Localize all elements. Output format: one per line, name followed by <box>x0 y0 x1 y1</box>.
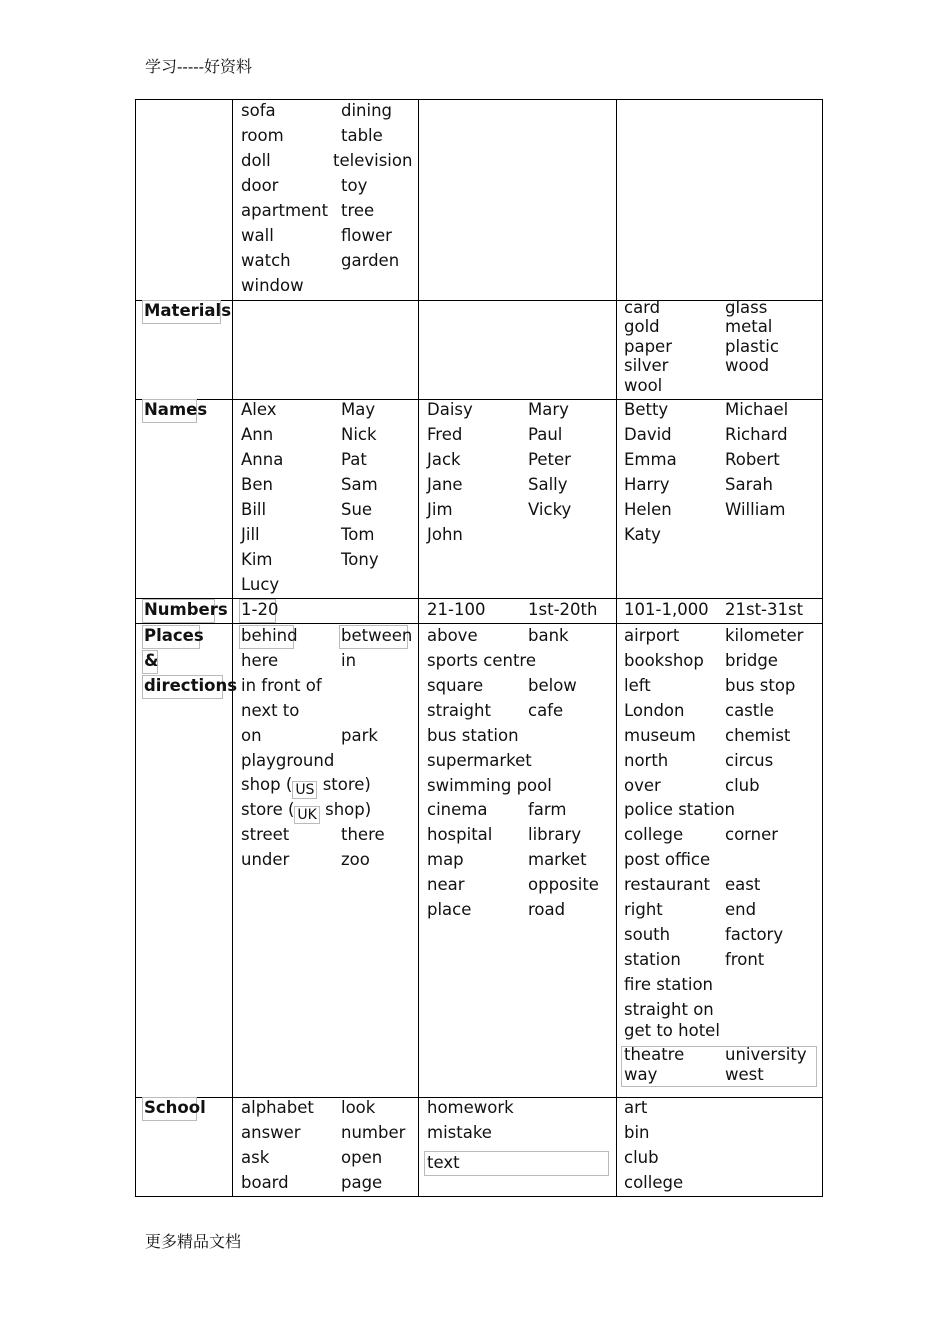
word: castle <box>725 701 774 720</box>
word: below <box>528 676 577 695</box>
word: Nick <box>341 425 377 444</box>
word: front <box>725 950 765 969</box>
word: right <box>624 900 663 919</box>
word: Sue <box>341 500 373 519</box>
word: west <box>725 1065 764 1084</box>
word: Sam <box>341 475 378 494</box>
word: college <box>624 825 684 844</box>
word: wood <box>725 356 770 375</box>
word: Ann <box>241 425 274 444</box>
word: bin <box>624 1123 650 1142</box>
word: bank <box>528 626 569 645</box>
word: on <box>241 726 262 745</box>
word: Emma <box>624 450 677 469</box>
word: between <box>341 626 413 645</box>
word: corner <box>725 825 779 844</box>
word: bookshop <box>624 651 704 670</box>
word: mistake <box>427 1123 492 1142</box>
word: Harry <box>624 475 670 494</box>
word: north <box>624 751 669 770</box>
word: road <box>528 900 566 919</box>
category-school: School <box>144 1098 206 1117</box>
word: post office <box>624 850 711 869</box>
category-directions: directions <box>144 676 238 695</box>
word: next to <box>241 701 300 720</box>
word: Tony <box>341 550 379 569</box>
word: bus station <box>427 726 519 745</box>
word: east <box>725 875 761 894</box>
word: police station <box>624 800 735 819</box>
word: silver <box>624 356 669 375</box>
word: flower <box>341 226 392 245</box>
word: factory <box>725 925 784 944</box>
word: plastic <box>725 337 779 356</box>
word: in <box>341 651 357 670</box>
word: answer <box>241 1123 301 1142</box>
word: Richard <box>725 425 788 444</box>
word: museum <box>624 726 696 745</box>
word: William <box>725 500 786 519</box>
word: Mary <box>528 400 569 419</box>
word: map <box>427 850 464 869</box>
word: market <box>528 850 587 869</box>
word: here <box>241 651 279 670</box>
word: Lucy <box>241 575 280 594</box>
word: zoo <box>341 850 370 869</box>
word: club <box>624 1148 659 1167</box>
word: homework <box>427 1098 514 1117</box>
word: garden <box>341 251 400 270</box>
word: Jack <box>427 450 461 469</box>
word: near <box>427 875 465 894</box>
word: Sally <box>528 475 568 494</box>
category-numbers: Numbers <box>144 600 228 619</box>
word: Fred <box>427 425 463 444</box>
word: watch <box>241 251 291 270</box>
word: Sarah <box>725 475 773 494</box>
category-places: Places <box>144 626 204 645</box>
word: Pat <box>341 450 367 469</box>
page-header: 学习-----好资料 <box>145 57 253 76</box>
word: in front of <box>241 676 322 695</box>
word: sports centre <box>427 651 536 670</box>
word: restaurant <box>624 875 711 894</box>
word: supermarket <box>427 751 532 770</box>
word: cafe <box>528 701 564 720</box>
word: Bill <box>241 500 267 519</box>
word: room <box>241 126 284 145</box>
word: John <box>427 525 463 544</box>
word: square <box>427 676 484 695</box>
word: Robert <box>725 450 780 469</box>
word: theatre <box>624 1045 685 1064</box>
word: London <box>624 701 685 720</box>
word: wall <box>241 226 274 245</box>
numbers-col2-b: 1st-20th <box>528 600 598 619</box>
word: art <box>624 1098 648 1117</box>
word: Daisy <box>427 400 473 419</box>
word: David <box>624 425 672 444</box>
word: bus stop <box>725 676 796 695</box>
word: tree <box>341 201 375 220</box>
word: club <box>725 776 760 795</box>
word: table <box>341 126 383 145</box>
word: get to hotel <box>624 1021 720 1040</box>
word: metal <box>725 317 773 336</box>
word: farm <box>528 800 567 819</box>
word: bridge <box>725 651 778 670</box>
word: Tom <box>341 525 375 544</box>
numbers-col2-a: 21-100 <box>427 600 486 619</box>
word: television <box>333 151 413 170</box>
word: Katy <box>624 525 661 544</box>
category-places-amp: & <box>144 651 159 670</box>
word: May <box>341 400 376 419</box>
word: glass <box>725 298 768 317</box>
word: park <box>341 726 378 745</box>
word: open <box>341 1148 383 1167</box>
word: there <box>341 825 385 844</box>
word: kilometer <box>725 626 804 645</box>
word: number <box>341 1123 406 1142</box>
word: Peter <box>528 450 571 469</box>
word: way <box>624 1065 658 1084</box>
word: university <box>725 1045 807 1064</box>
word: straight on <box>624 1000 714 1019</box>
word: Anna <box>241 450 284 469</box>
word: look <box>341 1098 376 1117</box>
numbers-col3-a: 101-1,000 <box>624 600 709 619</box>
word: circus <box>725 751 774 770</box>
word: Michael <box>725 400 789 419</box>
word: board <box>241 1173 289 1192</box>
word: Vicky <box>528 500 572 519</box>
word: doll <box>241 151 271 170</box>
word: Ben <box>241 475 273 494</box>
word: dining <box>341 101 393 120</box>
word: chemist <box>725 726 791 745</box>
word: alphabet <box>241 1098 314 1117</box>
word: gold <box>624 317 660 336</box>
store-uk-shop: store ( $_{UK}$ shop) <box>241 800 372 823</box>
word: door <box>241 176 279 195</box>
word: Alex <box>241 400 277 419</box>
page-footer: 更多精品文档 <box>145 1232 242 1251</box>
word: south <box>624 925 671 944</box>
word: text <box>427 1153 460 1172</box>
word: Jill <box>241 525 260 544</box>
word: straight <box>427 701 491 720</box>
word: hospital <box>427 825 493 844</box>
word: playground <box>241 751 335 770</box>
word: paper <box>624 337 672 356</box>
word: sofa <box>241 101 276 120</box>
word: Jim <box>427 500 453 519</box>
word: Paul <box>528 425 563 444</box>
word: opposite <box>528 875 599 894</box>
word: college <box>624 1173 684 1192</box>
word: wool <box>624 376 663 395</box>
category-names: Names <box>144 400 208 419</box>
word: above <box>427 626 478 645</box>
word: window <box>241 276 304 295</box>
word: library <box>528 825 582 844</box>
shop-us-store: shop ( $_{US}$ store) <box>241 775 371 798</box>
word: apartment <box>241 201 329 220</box>
word: fire station <box>624 975 713 994</box>
numbers-col1: 1-20 <box>241 600 279 619</box>
word: behind <box>241 626 298 645</box>
word: card <box>624 298 661 317</box>
word: end <box>725 900 757 919</box>
word: station <box>624 950 681 969</box>
word: swimming pool <box>427 776 552 795</box>
word: place <box>427 900 472 919</box>
word: street <box>241 825 290 844</box>
word: page <box>341 1173 383 1192</box>
word: cinema <box>427 800 488 819</box>
word: left <box>624 676 651 695</box>
category-materials: Materials <box>144 301 232 320</box>
word: Kim <box>241 550 273 569</box>
word: Jane <box>427 475 463 494</box>
word: under <box>241 850 290 869</box>
word: Helen <box>624 500 672 519</box>
numbers-col3-b: 21st-31st <box>725 600 804 619</box>
word: airport <box>624 626 680 645</box>
word: toy <box>341 176 368 195</box>
word: ask <box>241 1148 270 1167</box>
word: Betty <box>624 400 669 419</box>
word: over <box>624 776 661 795</box>
